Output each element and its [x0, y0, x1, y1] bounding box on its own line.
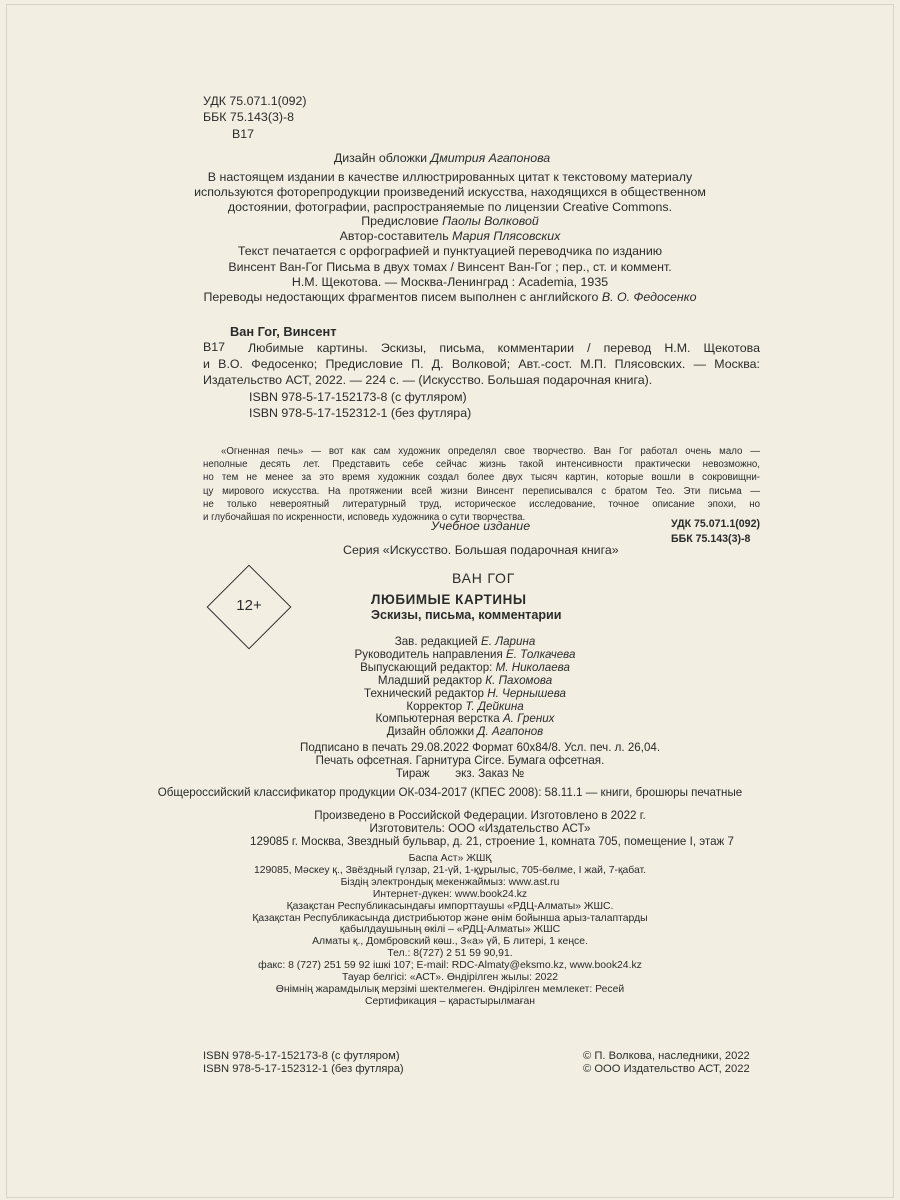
staff-line: Дизайн обложки Д. Агапонов — [386, 725, 544, 739]
bbk-code: ББК 75.143(3)-8 — [203, 110, 294, 125]
catalog-author: Ван Гог, Винсент — [230, 324, 337, 339]
staff-line: Зав. редакцией Е. Ларина — [394, 635, 536, 648]
catalog-code: В17 — [203, 340, 226, 354]
copyright: © П. Волкова, наследники, 2022 © ООО Издательство АСТ, 2022 — [583, 1050, 750, 1076]
compiler-line: Автор-составитель Мария Плясовских — [339, 229, 561, 244]
staff-line: Выпускающий редактор: М. Николаева — [360, 660, 570, 674]
preface-line: Предисловие Паолы Волковой — [361, 214, 539, 228]
staff-line: Корректор Т. Дейкина — [406, 699, 524, 713]
kazakh-info: Баспа Аст» ЖШҚ 129085, Мәскеу қ., Звёздный гүлзар, 21-үй, 1-құрылыс, 705-бөлме, I жай, 7-қабат. Біздің электрондық мекенжаймыз: www.ast.ru Интернет-дүкен: www.book24.kz Қазақстан Республикасындағы импорттаушы «РДЦ-Алматы» ЖШС. Қазақстан Республикасында дистрибьютор және өнім бойынша арыз-талаптарды қабылдаушының өкілі – «РДЦ-Алматы» ЖШС Алматы қ., Домбровский көш., 3«а» үй, Б литері, 1 кеңсе. Тел.: 8(727) 2 51 59 90,91. факс: 8 (727) 251 59 92 ішкі 107; E-mail: RDC-Almaty@eksmo.kz, www.book24.kz Тауар белгісі: «АСТ». Өндірілген жылы: 2022 Өнімнің жарамдылық мерзімі шектелмеген. Өндірілген мемлекет: Ресей Сертификация – қарастырылмаған — [252, 853, 648, 1007]
contributors: Предисловие Паолы Волковой Автор-составитель Мария Плясовских Текст печатается с орфографией и пунктуацией переводчика по изданию Винсент Ван-Гог Письма в двух томах / Винсент Ван-Гог ; пер., ст. и коммент. Н.М. Щекотова. — Москва-Ленинград : Academia, 1935 Переводы недостающих фрагментов писем выполнен с английского В. О. Федосенко — [0, 214, 900, 305]
age-rating: 12+ — [236, 597, 262, 614]
design-credit: Дизайн обложки Дмитрия Агапонова — [333, 151, 551, 165]
udk-block — [203, 93, 307, 142]
staff-line: Технический редактор Н. Чернышева — [364, 686, 566, 700]
license-notice: В настоящем издании в качестве иллюстрированных цитат к текстовому материалу используются фоторепродукции произведений искусства, находящихся в общественном достоянии, фотографии, распространяемые по лицензии Creative Commons. — [194, 170, 706, 215]
udk-right: УДК 75.071.1(092) ББК 75.143(3)-8 — [671, 518, 760, 545]
translation-note: Переводы недостающих фрагментов писем выполнен с английского В. О. Федосенко — [203, 290, 697, 305]
staff-line: Младший редактор К. Пахомова — [377, 673, 553, 687]
book-title: ЛЮБИМЫЕ КАРТИНЫ — [371, 592, 527, 607]
author-mark: В17 — [232, 126, 255, 141]
classifier: Общероссийский классификатор продукции ОК-034-2017 (КПЕС 2008): 58.11.1 — книги, брошюры печатные — [157, 786, 743, 799]
catalog-line-1: Любимые картины. Эскизы, письма, комментарии / перевод Н.М. Щекотова — [248, 341, 760, 355]
edition-type: Учебное издание — [431, 519, 531, 533]
annotation: «Огненная печь» — вот как сам художник определял свое творчество. Ван Гог работал очень мало — неполные десять лет. Представить себе сейчас жизнь такой интенсивности практически невозможно, но тем не менее за это время художник создал более двух тысяч картин, которые вошли в сокровищни- цу мирового искусства. На протяжении всей жизни Винсент переписывался с братом Тео. Эти письма — не только невероятный литературный труд, историческое исследование, точное описание эпохи, но и глубочайшая по искренности, исповедь художника о сути творчества. — [203, 446, 760, 524]
staff-line: Руководитель направления Е. Толкачева — [354, 647, 576, 661]
manufacturer: Произведено в Российской Федерации. Изготовлено в 2022 г. Изготовитель: ООО «Издательство АСТ» 129085 г. Москва, Звездный бульвар, д. 21, строение 1, комната 705, помещение I, этаж 7 — [250, 809, 734, 848]
udk-code: УДК 75.071.1(092) — [203, 94, 307, 108]
series: Серия «Искусство. Большая подарочная книга» — [343, 543, 619, 557]
bottom-isbn: ISBN 978-5-17-152173-8 (с футляром) ISBN 978-5-17-152312-1 (без футляра) — [203, 1050, 404, 1076]
print-info: Подписано в печать 29.08.2022 Формат 60x84/8. Усл. печ. л. 26,04. Печать офсетная. Гарнитура Circe. Бумага офсетная. Тираж экз. Заказ № — [300, 741, 661, 780]
catalog-isbn-list: ISBN 978-5-17-152173-8 (с футляром) ISBN 978-5-17-152312-1 (без футляра) — [249, 390, 472, 421]
staff-list — [330, 636, 600, 739]
catalog-description: и В.О. Федосенко; Предисловие П. Д. Волковой; Авт.-сост. М.П. Плясовских. — Москва: Издательство АСТ, 2022. — 224 с. — (Искусство. Большая подарочная книга). — [203, 357, 760, 388]
book-subtitle: Эскизы, письма, комментарии — [371, 608, 562, 622]
book-author: ВАН ГОГ — [452, 570, 516, 586]
staff-line: Компьютерная верстка А. Грених — [375, 712, 555, 726]
